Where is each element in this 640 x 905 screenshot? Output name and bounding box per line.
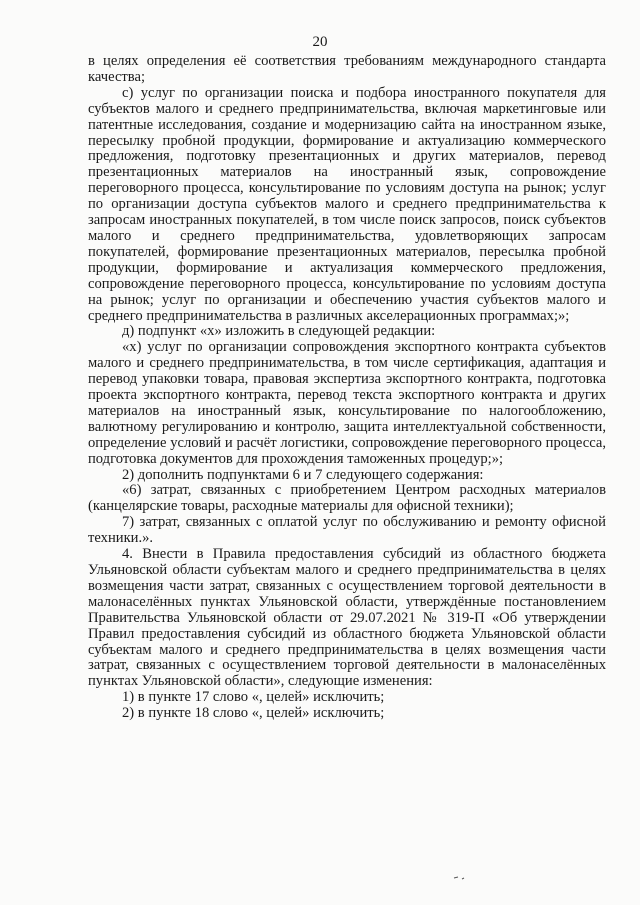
paragraph-item-1: 1) в пункте 17 слово «, целей» исключить; (122, 689, 385, 706)
paragraph-item-2-b: 2) в пункте 18 слово «, целей» исключить; (122, 705, 385, 722)
paragraph-section-4: 4. Внести в Правила предоставления субсидий из областного бюджета Ульяновской области субъектам малого и среднего предпринимательства в целях возмещения части затрат, связанных с осуществлением торговой деятельности в малонаселённых пунктах Ульяновской области, утверждённые постановлением Правительства Ульяновской области от 29.07.2021 № 319-П «Об утверждении Правил предоставления субсидий из областного бюджета Ульяновской области субъектам малого и среднего предпринимательства в целях возмещения части затрат, связанных с осуществлением торговой деятельности в малонаселённых пунктах Ульяновской области», следующие изменения: (88, 546, 606, 690)
pen-mark-icon (452, 872, 492, 882)
paragraph-subitem-s: с) услуг по организации поиска и подбора иностранного покупателя для субъектов малого и среднего предпринимательства, включая маркетинговые или патентные исследования, создание и модернизацию сайта на иностранном языке, пересылку пробной продукции, формирование и актуализацию коммерческого предложения, подготовку презентационных и других материалов, перевод презентационных материалов на иностранный язык, сопровождение переговорного процесса, консультирование по условиям доступа на рынок; услуг по организации доступа субъектов малого и среднего предпринимательства к запросам иностранных покупателей, в том числе поиск запросов, поиск субъектов малого и среднего предпринимательства, удовлетворяющих запросам покупателей, формирование презентационных материалов, пересылка пробной продукции, формирование и актуализация коммерческого предложения, сопровождение переговорного процесса, консультирование по условиям доступа на рынок; услуг по организации и обеспечению участия субъектов малого и среднего предпринимательства в различных акселерационных программах;»; (88, 84, 606, 324)
paragraph-subitem-7: 7) затрат, связанных с оплатой услуг по обслуживанию и ремонту офисной техники.». (88, 514, 606, 547)
paragraph-subitem-d: д) подпункт «х» изложить в следующей редакции: (122, 323, 436, 340)
paragraph-item-2: 2) дополнить подпунктами 6 и 7 следующего содержания: (122, 466, 484, 483)
paragraph-subitem-6: «6) затрат, связанных с приобретением Центром расходных материалов (канцелярские товары, расходные материалы для офисной техники); (88, 482, 606, 515)
paragraph-continuation: в целях определения её соответствия требованиям международного стандарта качества; (88, 53, 606, 85)
page-number: 20 (312, 34, 328, 50)
document-body (88, 54, 606, 722)
paragraph-subitem-x: «х) услуг по организации сопровождения экспортного контракта субъектов малого и среднего предпринимательства, в том числе сертификация, адаптация и перевод упаковки товара, правовая экспертиза экспортного контракта, подготовка проекта экспортного контракта, перевод текста экспортного контракта и других материалов на иностранный язык, консультирование по налогообложению, валютному регулированию и контролю, защита интеллектуальной собственности, определение условий и расчёт логистики, сопровождение переговорного процесса, подготовка документов для прохождения таможенных процедур;»; (88, 339, 606, 467)
